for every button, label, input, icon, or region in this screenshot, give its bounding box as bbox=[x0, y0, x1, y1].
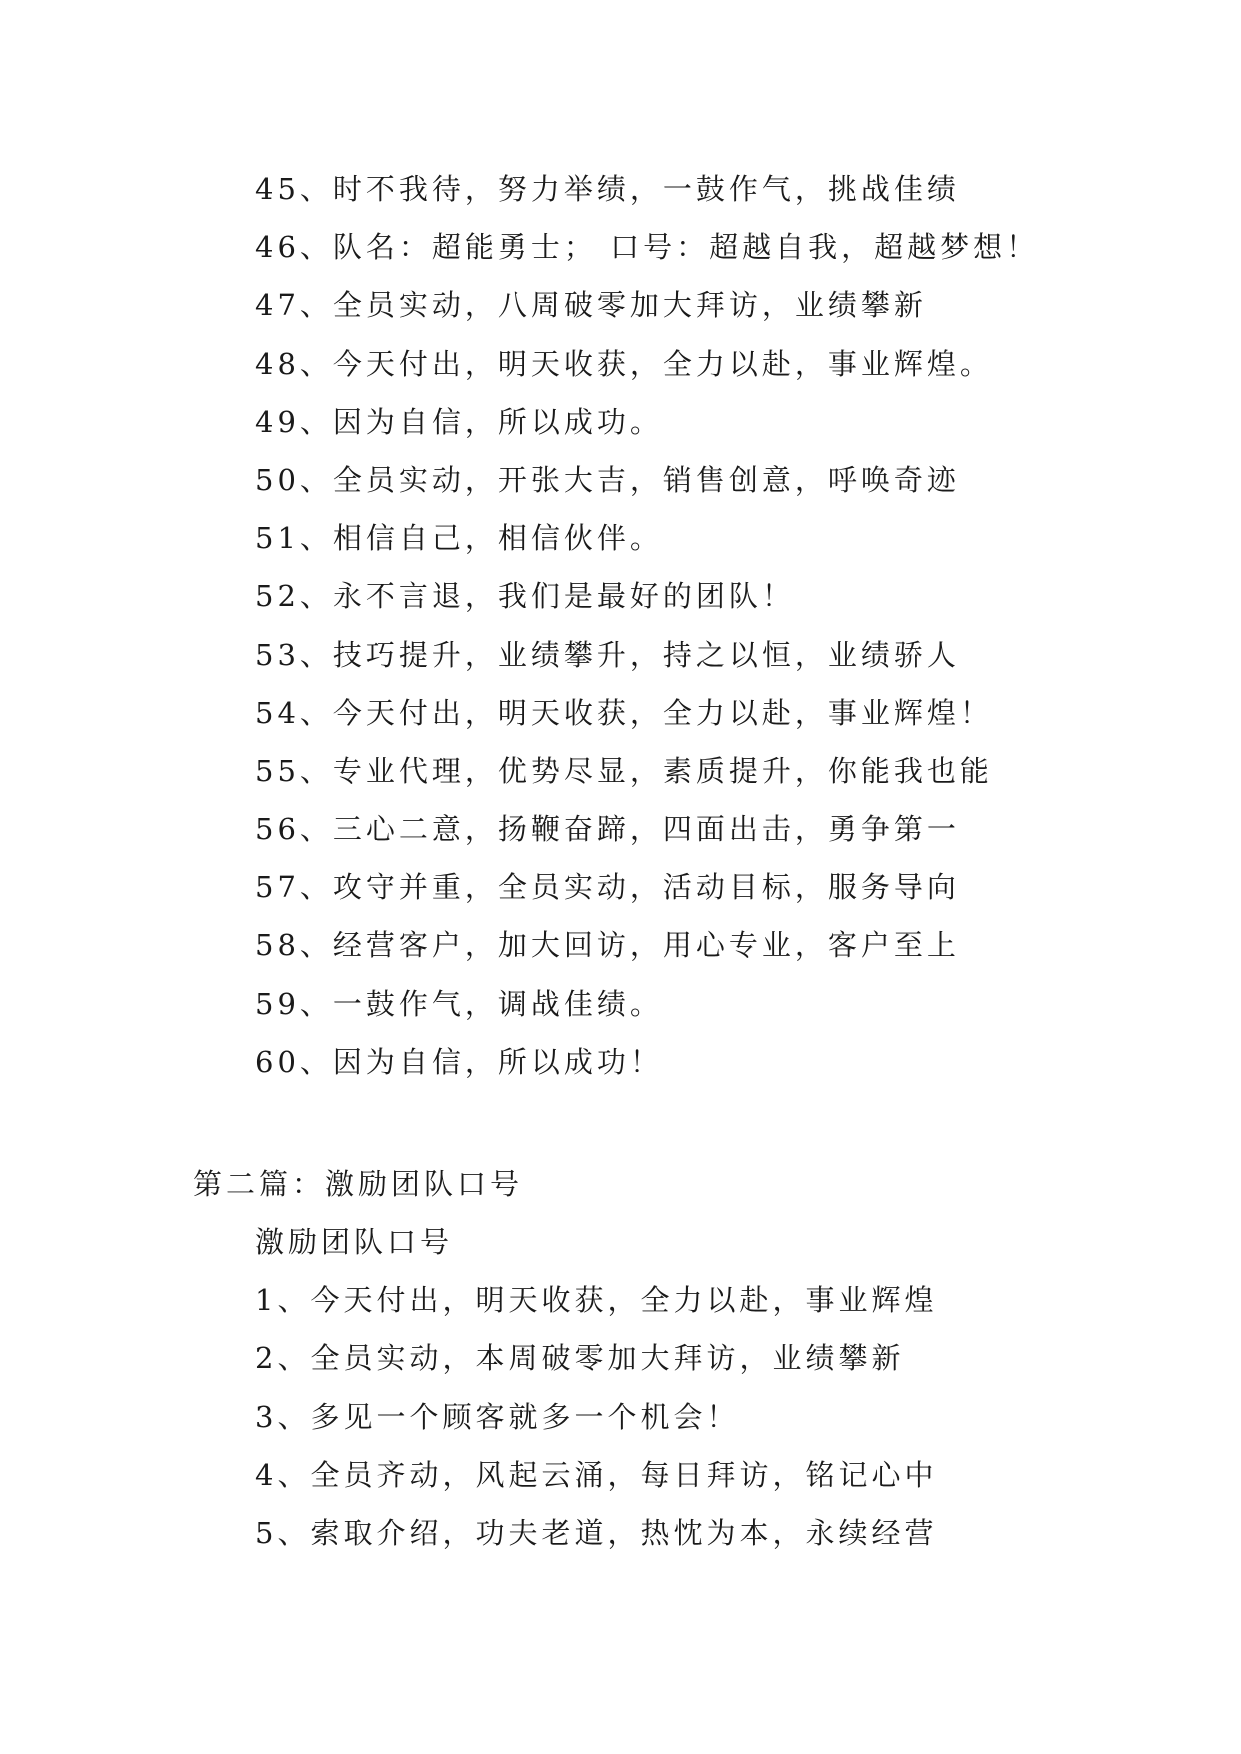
list-item: 59、一鼓作气，调战佳绩。 bbox=[255, 986, 663, 1021]
list-item: 49、因为自信，所以成功。 bbox=[255, 404, 663, 439]
list-item: 53、技巧提升，业绩攀升，持之以恒，业绩骄人 bbox=[255, 637, 960, 672]
list-item: 50、全员实动，开张大吉，销售创意，呼唤奇迹 bbox=[255, 462, 960, 497]
list-item: 56、三心二意，扬鞭奋蹄，四面出击，勇争第一 bbox=[255, 812, 960, 847]
slogan-list-part2 bbox=[255, 1213, 937, 1562]
list-item: 55、专业代理，优势尽显，素质提升，你能我也能 bbox=[255, 753, 993, 788]
list-item: 45、时不我待，努力举绩，一鼓作气，挑战佳绩 bbox=[255, 172, 960, 206]
list-item: 4、全员齐动，风起云涌，每日拜访，铭记心中 bbox=[255, 1457, 938, 1492]
list-item: 51、相信自己，相信伙伴。 bbox=[255, 521, 663, 556]
list-item: 58、经营客户，加大回访，用心专业，客户至上 bbox=[255, 928, 960, 963]
list-item: 60、因为自信，所以成功！ bbox=[255, 1044, 663, 1079]
list-item: 3、多见一个顾客就多一个机会！ bbox=[255, 1399, 740, 1434]
section-subtitle: 激励团队口号 bbox=[255, 1225, 454, 1259]
list-item: 52、永不言退，我们是最好的团队！ bbox=[255, 579, 795, 614]
list-item: 54、今天付出，明天收获，全力以赴，事业辉煌！ bbox=[255, 695, 993, 730]
list-item: 48、今天付出，明天收获，全力以赴，事业辉煌。 bbox=[255, 346, 993, 381]
list-item: 2、全员实动，本周破零加大拜访，业绩攀新 bbox=[255, 1341, 905, 1376]
list-item: 57、攻守并重，全员实动，活动目标，服务导向 bbox=[255, 870, 960, 905]
list-item: 1、今天付出，明天收获，全力以赴，事业辉煌 bbox=[255, 1283, 938, 1318]
list-item: 47、全员实动，八周破零加大拜访，业绩攀新 bbox=[255, 288, 927, 323]
section-title: 第二篇：激励团队口号 bbox=[193, 1167, 524, 1201]
slogan-list-part1 bbox=[255, 160, 1039, 1091]
list-item: 5、索取介绍，功夫老道，热忱为本，永续经营 bbox=[255, 1515, 938, 1550]
list-item: 46、队名：超能勇士； 口号：超越自我，超越梦想！ bbox=[255, 230, 1040, 265]
